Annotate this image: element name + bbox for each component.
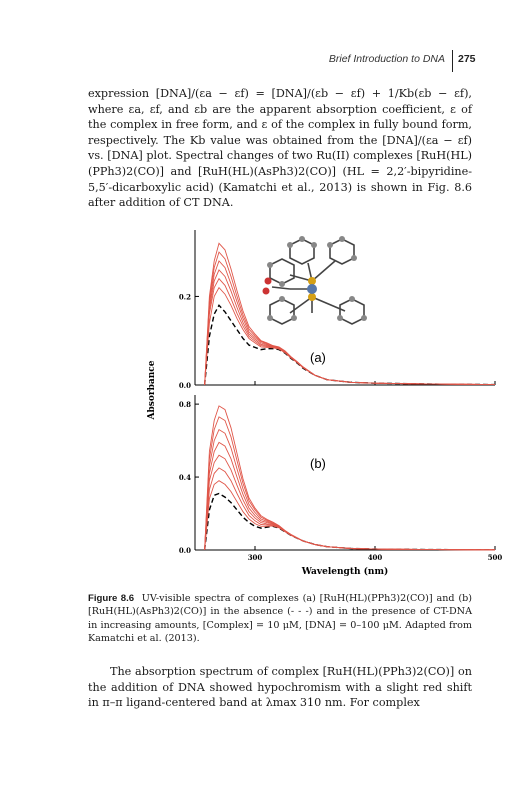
x-tick-label: 400 bbox=[367, 553, 383, 562]
panel-label: (a) bbox=[310, 350, 326, 365]
series-line-dna-6 bbox=[205, 417, 495, 550]
series-line-dna-5 bbox=[205, 252, 495, 385]
series-line-dna-6 bbox=[205, 243, 495, 385]
y-tick-label: 0.2 bbox=[178, 292, 191, 302]
page-header bbox=[0, 50, 531, 72]
y-tick-label: 0.8 bbox=[178, 400, 191, 410]
figure-8-6 bbox=[140, 225, 503, 585]
x-tick-label: 500 bbox=[487, 553, 503, 562]
body-paragraph-2: The absorption spectrum of complex [RuH(HL)(PPh3)2(CO)] on the addition of DNA showed hypochromism with a slight red shift in π–π ligand-centered band at λmax 310 nm. For complex bbox=[88, 665, 472, 710]
panel-b-chart bbox=[147, 360, 502, 577]
series-line-dna-1 bbox=[205, 481, 495, 550]
panel-a-chart bbox=[179, 230, 495, 390]
y-axis-title: Absorbance bbox=[147, 360, 157, 420]
series-line-dna-7 bbox=[205, 406, 495, 550]
header-divider bbox=[452, 50, 453, 72]
panel-label: (b) bbox=[310, 456, 326, 471]
x-tick-label: 300 bbox=[247, 553, 263, 562]
x-axis-title: Wavelength (nm) bbox=[301, 567, 389, 577]
y-tick-label: 0.0 bbox=[178, 546, 191, 555]
series-line-dna-5 bbox=[205, 430, 495, 550]
running-title: Brief Introduction to DNA bbox=[328, 53, 445, 65]
page-number: 275 bbox=[458, 53, 476, 65]
y-tick-label: 0.4 bbox=[178, 473, 191, 483]
y-tick-label: 0.0 bbox=[178, 381, 191, 390]
caption-label: Figure 8.6 bbox=[88, 593, 135, 604]
series-line-free-complex bbox=[205, 305, 495, 385]
series-line-dna-2 bbox=[205, 468, 495, 550]
spectra-figure bbox=[140, 225, 503, 585]
series-line-dna-1 bbox=[205, 288, 495, 385]
figure-caption bbox=[88, 592, 472, 646]
body-paragraph-1: expression [DNA]/(εa − εf) = [DNA]/(εb − εf) + 1/Kb(εb − εf), where εa, εf, and εb are the apparent absorption coefficient, ε of the complex in free form, and ε of the complex in fully bound form, respectively. The Kb value was obtained from the [DNA]/(εa − εf) vs. [DNA] plot. Spectral changes of two Ru(II) complexes [RuH(HL)(PPh3)2(CO)] and [RuH(HL)(AsPh3)2(CO)] (HL = 2,2′-bipyridine-5,5′-dicarboxylic acid) (Kamatchi et al., 2013) is shown in Fig. 8.6 after addition of CT DNA. bbox=[88, 87, 472, 210]
caption-text: UV-visible spectra of complexes (a) [RuH(HL)(PPh3)2(CO)] and (b) [RuH(HL)(AsPh3)2(CO)] in the absence (- - -) and in the presence of CT-DNA in increasing amounts, [Complex] = 10 μM, [DNA] = 0–100 μM. Adapted from Kamatchi et al. (2013). bbox=[88, 593, 472, 645]
ru-complex-structure-image bbox=[263, 236, 368, 324]
